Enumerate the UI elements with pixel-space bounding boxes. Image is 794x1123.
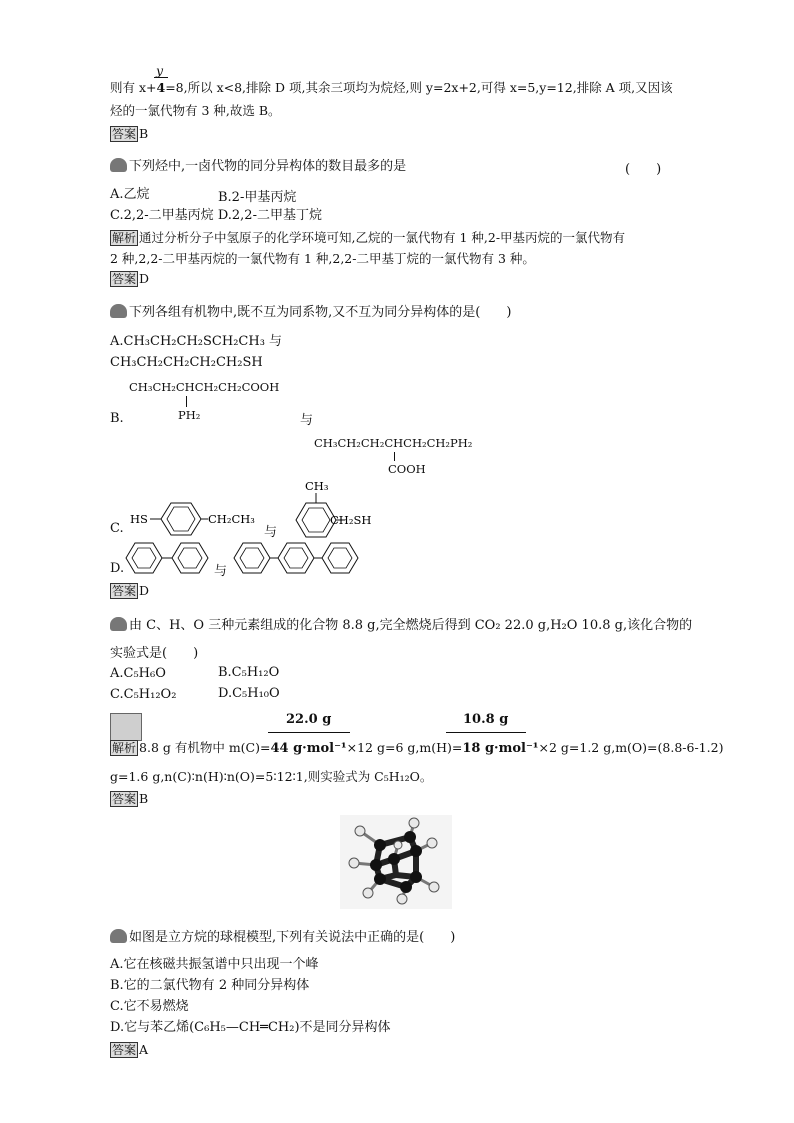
answer-value: B [139, 126, 149, 141]
q2-c-label: C. [110, 521, 124, 536]
cubane-ball-stick-model [340, 815, 452, 909]
q1-option-b: B.2-甲基丙烷 [218, 190, 297, 205]
c-right-group: CH₂CH₃ [208, 512, 255, 526]
fraction-numerator-y: y [156, 63, 164, 78]
answer-value: B [139, 791, 149, 806]
answer-value: D [139, 583, 150, 598]
stem-text: 如图是立方烷的球棍模型,下列有关说法中正确的是( ) [129, 930, 456, 945]
analysis-tag: 解析 [112, 231, 137, 245]
question-icon [110, 929, 127, 943]
fraction-bar [268, 732, 350, 733]
c-left-group: HS [130, 512, 148, 526]
c-structure-1 [128, 498, 266, 538]
c2-right-group: CH₂SH [330, 513, 372, 527]
q2-b-formula1-sub: PH₂ [178, 408, 201, 422]
q4-stem [110, 929, 455, 947]
answer-tag: 答案 [112, 272, 137, 286]
q1-option-a: A.乙烷 [110, 187, 150, 202]
q1-paren: ( ) [625, 162, 662, 177]
frac2-denominator: 18 g·mol⁻¹ [462, 741, 539, 756]
c2-top-group: CH₃ [305, 479, 329, 493]
block1-line2: 烃的一氯代物有 3 种,故选 B。 [110, 103, 281, 118]
question-icon [110, 158, 127, 172]
q2-c-with: 与 [264, 525, 278, 540]
q1-stem [110, 158, 406, 176]
q3-option-d: D.C₅H₁₀O [218, 686, 280, 701]
q3-answer [110, 790, 148, 808]
bond-line [186, 396, 187, 407]
fraction-bar [446, 732, 526, 733]
q4-option-c: C.它不易燃烧 [110, 999, 189, 1014]
q2-b-formula1-main: CH₃CH₂CHCH₂CH₂COOH [129, 380, 280, 394]
frac1-denominator: 44 g·mol⁻¹ [270, 741, 347, 756]
bond-line [394, 452, 395, 461]
terphenyl-icon [232, 540, 362, 576]
analysis-text: ×2 g=1.2 g,m(O)=(8.8-6-1.2) [538, 740, 724, 755]
q2-b-formula2-main: CH₃CH₂CH₂CHCH₂CH₂PH₂ [314, 436, 473, 450]
text: 则有 x+ [110, 80, 157, 95]
stem-text: 由 C、H、O 三种元素组成的化合物 8.8 g,完全燃烧后得到 CO₂ 22.0 g,H₂O 10.8 g,该化合物的 [129, 618, 693, 633]
frac1-numerator: 22.0 g [286, 712, 332, 727]
fraction-bar [154, 77, 168, 78]
block1-answer [110, 125, 148, 143]
q1-option-cd: C.2,2-二甲基丙烷 D.2,2-二甲基丁烷 [110, 208, 322, 223]
frac2-numerator: 10.8 g [463, 712, 509, 727]
answer-tag: 答案 [112, 584, 137, 598]
analysis-text: 8.8 g 有机物中 m(C)= [139, 740, 271, 755]
q3-option-b: B.C₅H₁₂O [218, 665, 280, 680]
analysis-tag: 解析 [112, 741, 137, 755]
answer-tag: 答案 [112, 127, 137, 141]
q2-option-a-line2: CH₃CH₂CH₂CH₂CH₂SH [110, 355, 263, 370]
q3-option-c: C.C₅H₁₂O₂ [110, 687, 177, 702]
q1-analysis-line1 [110, 229, 625, 247]
q2-d-label: D. [110, 561, 125, 576]
analysis-text: ×12 g=6 g,m(H)= [346, 740, 463, 755]
block1-line1 [110, 79, 673, 97]
q2-d-with: 与 [214, 564, 228, 579]
q4-answer [110, 1041, 148, 1059]
stem-text: 下列各组有机物中,既不互为同系物,又不互为同分异构体的是( ) [129, 305, 512, 320]
q2-option-a-line1: A.CH₃CH₂CH₂SCH₂CH₃ 与 [110, 334, 283, 349]
answer-tag: 答案 [112, 1043, 137, 1057]
question-icon [110, 617, 127, 631]
q3-stem-line2: 实验式是( ) [110, 646, 199, 661]
q2-answer [110, 582, 149, 600]
answer-value: D [139, 271, 150, 286]
q3-analysis-line1 [110, 739, 723, 758]
q2-b-label: B. [110, 411, 124, 426]
question-icon [110, 304, 127, 318]
q1-answer [110, 270, 149, 288]
q4-option-b: B.它的二氯代物有 2 种同分异构体 [110, 978, 310, 993]
q2-b-formula2-sub: COOH [388, 462, 426, 476]
q4-option-d: D.它与苯乙烯(C₆H₅—CH═CH₂)不是同分异构体 [110, 1020, 391, 1035]
biphenyl-icon [124, 540, 214, 576]
analysis-tag-box [110, 713, 142, 741]
q3-option-a: A.C₅H₆O [110, 666, 166, 681]
text: =8,所以 x<8,排除 D 项,其余三项均为烷烃,则 y=2x+2,可得 x=5,y=12,排除 A 项,又因该 [165, 80, 673, 95]
q1-analysis-line2: 2 种,2,2-二甲基丙烷的一氯代物有 1 种,2,2-二甲基丁烷的一氯代物有 3 种。 [110, 251, 535, 266]
q3-stem-line1 [110, 617, 692, 635]
answer-value: A [139, 1042, 149, 1057]
analysis-text: 通过分析分子中氢原子的化学环境可知,乙烷的一氯代物有 1 种,2-甲基丙烷的一氯代物有 [139, 230, 626, 245]
q4-option-a: A.它在核磁共振氢谱中只出现一个峰 [110, 957, 319, 972]
c-structure-2 [282, 478, 382, 540]
fraction-denominator: 4 [156, 80, 166, 95]
q3-analysis-line2: g=1.6 g,n(C)∶n(H)∶n(O)=5∶12∶1,则实验式为 C₅H₁₂O。 [110, 769, 433, 784]
answer-tag: 答案 [112, 792, 137, 806]
stem-text: 下列烃中,一卤代物的同分异构体的数目最多的是 [129, 159, 407, 174]
q2-b-with: 与 [300, 413, 314, 428]
q2-stem [110, 304, 511, 322]
